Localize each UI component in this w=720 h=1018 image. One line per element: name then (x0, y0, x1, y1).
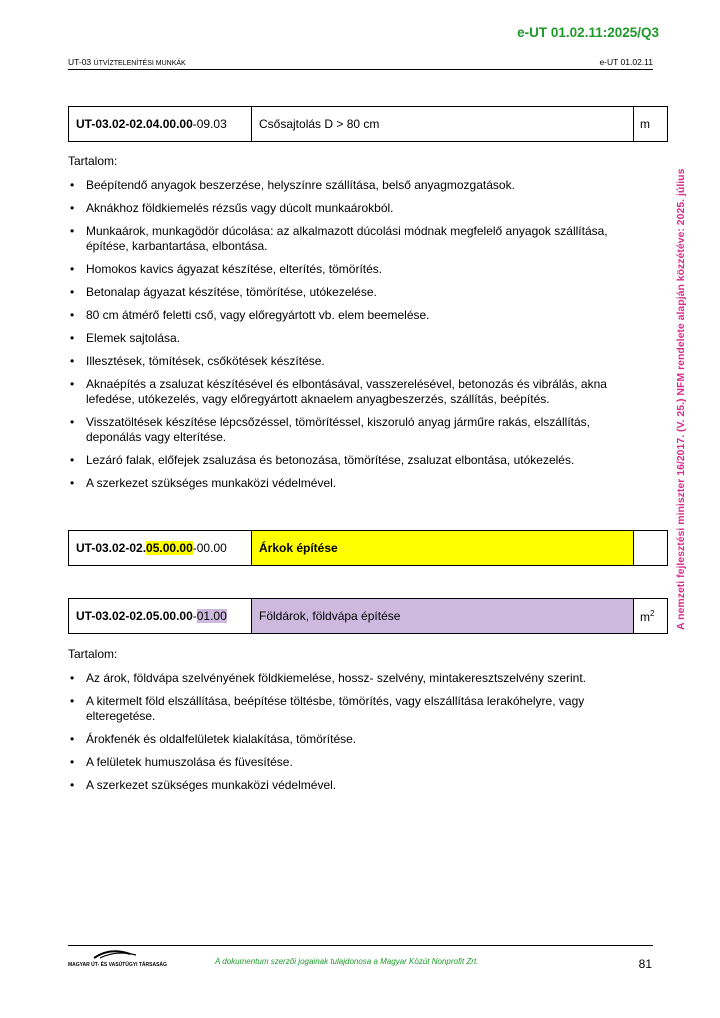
content-label: Tartalom: (68, 154, 118, 168)
publication-note: A nemzeti fejlesztési miniszter 16/2017. (V. 25.) NFM rendelete alapján közzétéve: 2025. július (675, 168, 687, 630)
item-table-arkok (68, 530, 668, 566)
item-code: UT-03.02-02.05.00.00-01.00 (69, 599, 252, 634)
list-item: • Beépítendő anyagok beszerzése, helyszínre szállítása, belső anyagmozgatások. (68, 178, 648, 193)
list-item: • Lezáró falak, előfejek zsaluzása és betonozása, tömörítése, zsaluzat elbontása, utókezelés. (68, 453, 648, 468)
list-item: • A felületek humuszolása és füvesítése. (68, 755, 648, 770)
list-item: • A szerkezet szükséges munkaközi védelmével. (68, 476, 648, 491)
content-list (68, 671, 648, 801)
item-table-foldarok (68, 598, 668, 634)
content-label: Tartalom: (68, 647, 118, 661)
list-item: • Az árok, földvápa szelvényének földkiemelése, hossz- szelvény, mintakeresztszelvény szerint. (68, 671, 648, 686)
list-item: • Betonalap ágyazat készítése, tömörítése, utókezelése. (68, 285, 648, 300)
item-code: UT-03.02-02.04.00.00-09.03 (69, 107, 252, 142)
list-item: • A szerkezet szükséges munkaközi védelmével. (68, 778, 648, 793)
list-item: • 80 cm átmérő feletti cső, vagy előregyártott vb. elem beemelése. (68, 308, 648, 323)
list-item: • Homokos kavics ágyazat készítése, elterítés, tömörítés. (68, 262, 648, 277)
item-title: Árkok építése (252, 531, 634, 566)
page-number: 81 (638, 957, 652, 971)
item-title: Csősajtolás D > 80 cm (252, 107, 634, 142)
item-unit (634, 531, 668, 566)
road-logo-icon (90, 949, 190, 959)
list-item: • Illesztések, tömítések, csőkötések készítése. (68, 354, 648, 369)
content-list (68, 178, 648, 499)
footer-divider (68, 945, 653, 946)
document-code: e-UT 01.02.11:2025/Q3 (517, 25, 659, 40)
item-title: Földárok, földvápa építése (252, 599, 634, 634)
list-item: • Visszatöltések készítése lépcsőzéssel, tömörítéssel, kiszoruló anyag járműre rakás, elszállítás, deponálás vagy elterítése. (68, 415, 648, 445)
organization-logo: MAGYAR ÚT- ÉS VASÚTÜGYI TÁRSASÁG (68, 955, 168, 969)
item-table-csosajtolas (68, 106, 668, 142)
item-code: UT-03.02-02.05.00.00-00.00 (69, 531, 252, 566)
copyright-notice: A dokumentum szerzői jogainak tulajdonosa a Magyar Közút Nonprofit Zrt. (215, 957, 479, 966)
section-title: UT-03 ÚTVÍZTELENÍTÉSI MUNKÁK (68, 57, 186, 67)
item-unit: m (634, 107, 668, 142)
list-item: • Munkaárok, munkagödör dúcolása: az alkalmazott dúcolási módnak megfelelő anyagok szállítása, építése, karbantartása, elbontása. (68, 224, 648, 254)
running-header (68, 57, 653, 70)
document-reference: e-UT 01.02.11 (599, 57, 653, 67)
list-item: • A kitermelt föld elszállítása, beépítése töltésbe, tömörítés, vagy elszállítása lerakóhelyre, vagy elteregetése. (68, 694, 648, 724)
item-unit: $m^2$ (634, 599, 668, 634)
list-item: • Elemek sajtolása. (68, 331, 648, 346)
list-item: • Árokfenék és oldalfelületek kialakítása, tömörítése. (68, 732, 648, 747)
list-item: • Aknákhoz földkiemelés rézsűs vagy dúcolt munkaárokból. (68, 201, 648, 216)
list-item: • Aknaépítés a zsaluzat készítésével és elbontásával, vasszerelésével, betonozás és vibrálás, akna lefedése, utókezelés, vagy előregyártott aknaelem anyagbeszerzés, szállítás, beépítés. (68, 377, 648, 407)
